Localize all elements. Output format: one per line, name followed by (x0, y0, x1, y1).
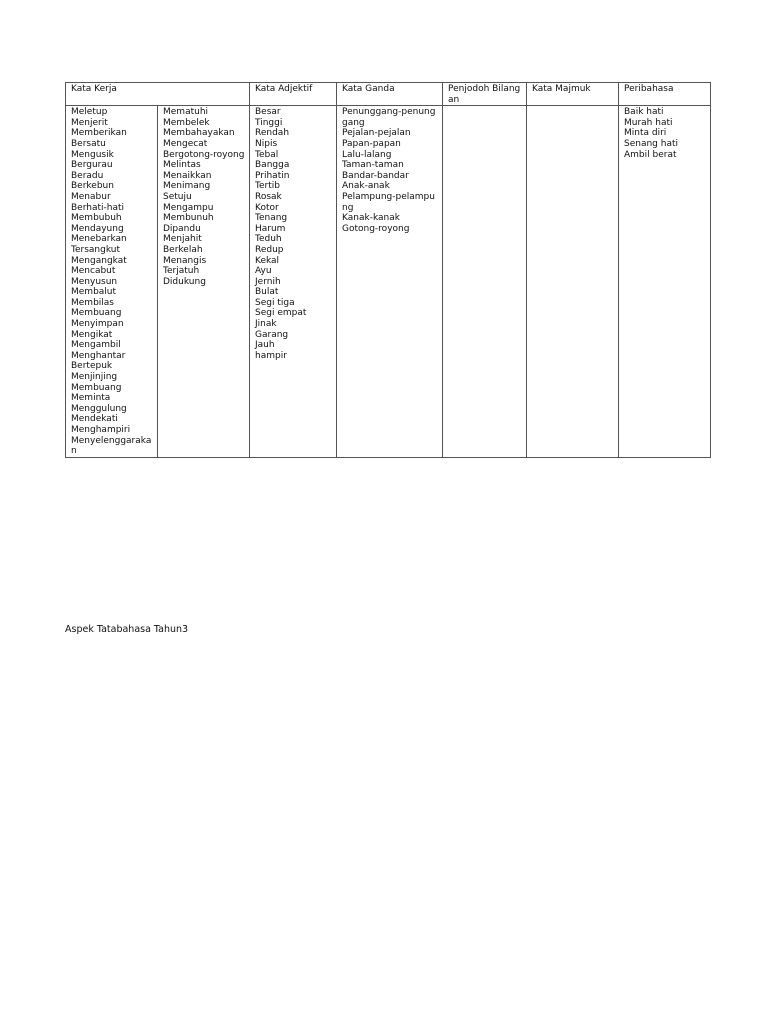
word-item: Kanak-kanak (342, 213, 400, 224)
word-item: Teduh (255, 234, 282, 245)
word-item: Jinak (255, 319, 277, 330)
word-item: Penunggang-penunggang (342, 107, 436, 128)
header-kata-adjektif: Kata Adjektif (250, 83, 337, 106)
word-item: Berkelah (163, 244, 203, 255)
header-row (66, 83, 711, 106)
word-item: Bulat (255, 287, 279, 298)
word-item: Bersatu (71, 138, 106, 149)
word-item: Rosak (255, 191, 282, 202)
word-item: Baik hati (624, 107, 664, 118)
word-item: Minta diri (624, 128, 667, 139)
penjodoh-bilangan-cell (443, 106, 527, 458)
word-item: Pejalan-pejalan (342, 128, 411, 139)
grammar-table (65, 82, 711, 458)
word-item: Tertib (255, 181, 280, 192)
footer-caption: Aspek Tatabahasa Tahun3 (65, 624, 189, 635)
word-item: Menyelenggarakan (71, 435, 152, 457)
word-item: Besar (255, 107, 281, 118)
word-item: Tenang (255, 213, 288, 224)
peribahasa-cell (619, 106, 711, 458)
word-item: Membuang (71, 382, 122, 393)
word-item: Menebarkan (71, 234, 127, 245)
word-item: Didukung (163, 276, 206, 287)
word-item: Mendayung (71, 223, 124, 234)
word-item: Membalut (71, 287, 117, 298)
word-item: Kekal (255, 255, 280, 266)
word-item: Menjerit (71, 117, 108, 128)
kata-majmuk-cell (527, 106, 619, 458)
word-item: Nipis (255, 138, 278, 149)
word-item: Bangga (255, 160, 290, 171)
word-item: Menggulung (71, 403, 127, 414)
word-item: Mengusik (71, 149, 114, 160)
word-item: Membilas (71, 297, 114, 308)
word-item: Menghampiri (71, 425, 131, 435)
word-item: Tebal (255, 149, 279, 160)
word-item: Bandar-bandar (342, 170, 409, 181)
word-item: Menyimpan (71, 319, 124, 330)
kata-ganda-cell (337, 106, 443, 458)
word-item: Prihatin (255, 170, 290, 181)
word-item: Mengampu (163, 202, 214, 213)
word-item: Dipandu (163, 223, 201, 234)
word-item: Murah hati (624, 117, 673, 128)
word-item: Terjatuh (163, 266, 200, 277)
header-kata-majmuk: Kata Majmuk (527, 83, 619, 106)
word-item: Mematuhi (163, 107, 209, 118)
word-item: Lalu-lalang (342, 149, 392, 160)
word-item: Menjinjing (71, 372, 118, 383)
word-item: Segi empat (255, 308, 307, 319)
word-item: Meletup (71, 107, 108, 118)
word-item: Meminta (71, 393, 111, 404)
word-item: Anak-anak (342, 181, 390, 192)
word-item: Mendekati (71, 414, 118, 425)
word-item: Mengangkat (71, 255, 127, 266)
word-item: Pelampung-pelampung (342, 191, 435, 213)
word-item: Bergotong-royong (163, 149, 245, 160)
word-item: Tersangkut (71, 244, 120, 255)
word-item: Mengikat (71, 329, 113, 340)
word-item: Membelek (163, 117, 210, 128)
word-item: Bergurau (71, 160, 113, 171)
word-item: Memberikan (71, 128, 127, 139)
header-peribahasa: Peribahasa (619, 83, 711, 106)
word-item: Jernih (255, 276, 281, 287)
word-item: Segi tiga (255, 297, 295, 308)
word-item: Setuju (163, 191, 192, 202)
word-item: Membunuh (163, 213, 214, 224)
word-item: Redup (255, 244, 284, 255)
word-item: Bertepuk (71, 361, 113, 372)
word-item: Senang hati (624, 138, 678, 149)
word-item: Papan-papan (342, 138, 401, 149)
word-item: Membahayakan (163, 128, 235, 139)
word-item: Beradu (71, 170, 104, 181)
kata-adjektif-cell (250, 106, 337, 458)
header-penjodoh-bilangan: Penjodoh Bilangan (443, 83, 527, 106)
word-item: Membuang (71, 308, 122, 319)
word-item: Mengecat (163, 138, 208, 149)
word-item: Harum (255, 223, 286, 234)
word-item: Menghantar (71, 350, 126, 361)
word-item: Berhati-hati (71, 202, 124, 213)
word-item: Garang (255, 329, 289, 340)
kata-kerja-col2-cell (158, 106, 250, 458)
word-item: Membubuh (71, 213, 122, 224)
word-item: Menaikkan (163, 170, 212, 181)
content-row (66, 106, 711, 458)
word-item: Taman-taman (342, 160, 404, 171)
word-item: Menimang (163, 181, 211, 192)
word-item: Menjahit (163, 234, 202, 245)
word-item: Rendah (255, 128, 290, 139)
word-item: Kotor (255, 202, 279, 213)
word-item: Ambil berat (624, 149, 677, 160)
word-item: Ayu (255, 266, 272, 277)
word-item: Mengambil (71, 340, 121, 351)
word-item: hampir (255, 350, 287, 361)
header-kata-ganda: Kata Ganda (337, 83, 443, 106)
header-kata-kerja: Kata Kerja (66, 83, 250, 106)
word-item: Menangis (163, 255, 207, 266)
kata-kerja-col1-cell (66, 106, 158, 458)
word-item: Menyusun (71, 276, 118, 287)
word-item: Tinggi (255, 117, 283, 128)
word-item: Melintas (163, 160, 201, 171)
word-item: Mencabut (71, 266, 116, 277)
word-item: Jauh (255, 340, 275, 351)
word-item: Gotong-royong (342, 223, 410, 234)
word-item: Berkebun (71, 181, 114, 192)
word-item: Menabur (71, 191, 111, 202)
